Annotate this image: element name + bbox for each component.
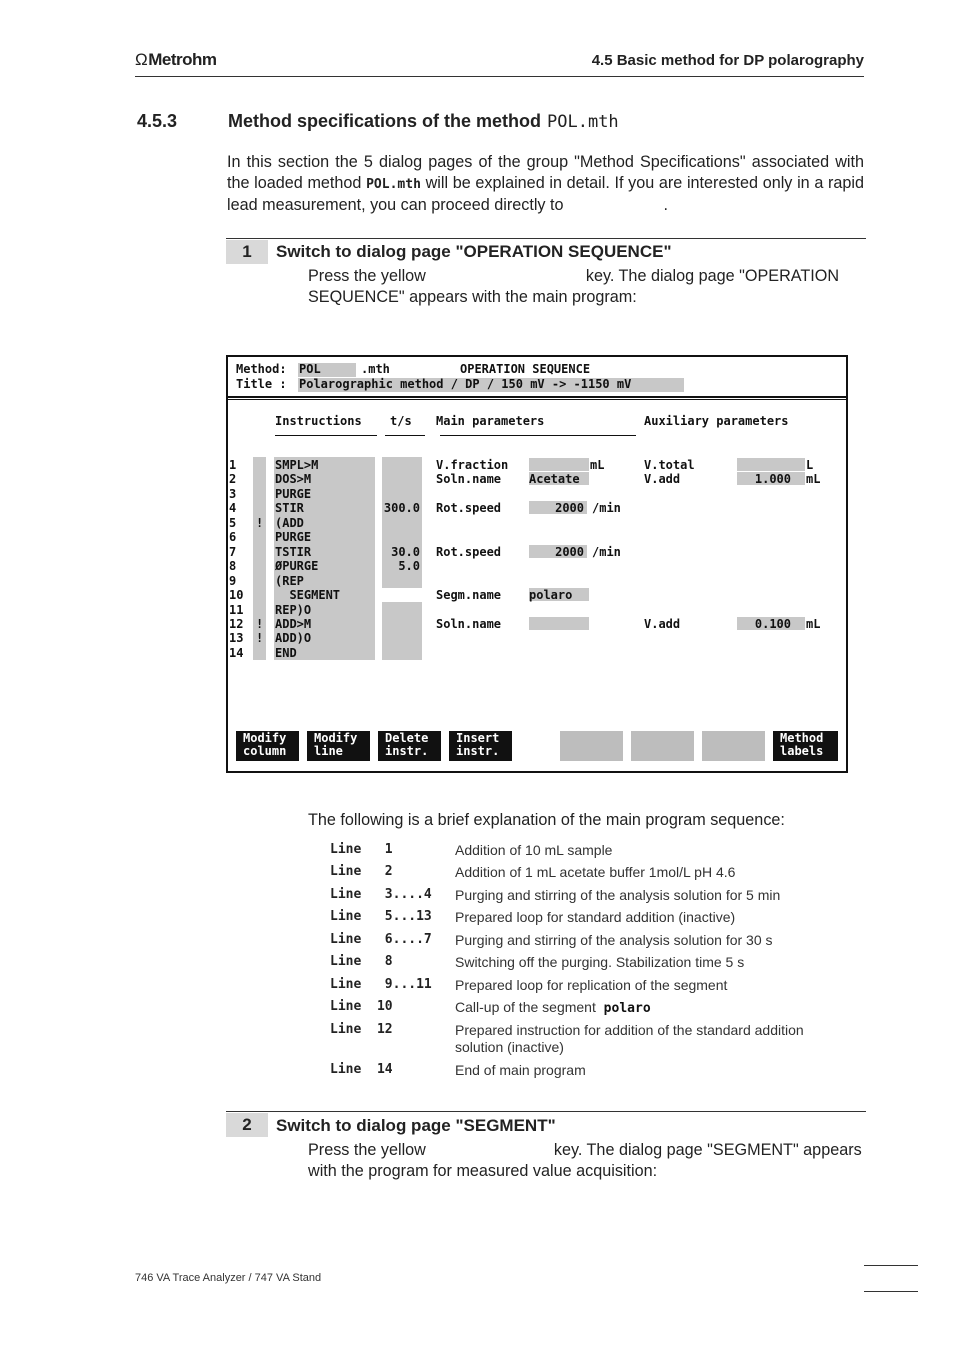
row-number: 7 [229, 544, 237, 559]
step2-rule [226, 1111, 866, 1112]
row-number: 13 [229, 631, 244, 646]
instruction[interactable]: (ADD [275, 515, 304, 530]
aux-param-unit: mL [806, 616, 821, 631]
segment-code: polaro [595, 1001, 651, 1016]
intro-paragraph [227, 152, 864, 216]
aux-param-name: V.add [644, 616, 681, 631]
ts-value[interactable]: 30.0 [391, 544, 420, 559]
logo-text: Metrohm [148, 50, 217, 69]
row-number: 5 [229, 515, 237, 530]
explanation-line-ref: Line 14 [330, 1062, 393, 1077]
main-param-name: Rot.speed [436, 544, 502, 559]
aux-param-field[interactable] [737, 458, 805, 471]
explanation-description: Switching off the purging. Stabilization time 5 s [455, 954, 745, 970]
col-main-underline [440, 435, 636, 436]
col-ts: t/s [390, 414, 412, 428]
explanation-description: Prepared loop for replication of the segment [455, 977, 728, 993]
instruction[interactable]: PURGE [275, 530, 312, 545]
explanation-description: Addition of 1 mL acetate buffer 1mol/L pH 4.6 [455, 864, 736, 880]
screen-divider [228, 396, 846, 398]
step1-text [308, 266, 864, 308]
explanation-line-ref: Line 12 [330, 1022, 393, 1037]
main-param-name: Rot.speed [436, 501, 502, 516]
step1-number: 1 [226, 240, 268, 264]
step1-text-b: key. The dialog page "OPERATION SEQUENCE" appears with the main program: [308, 267, 840, 306]
explanation-line-ref: Line 6....7 [330, 932, 432, 947]
instruction[interactable]: ADD)O [275, 631, 312, 646]
main-param-name: Segm.name [436, 588, 502, 603]
modify-line-button[interactable]: Modify line [307, 731, 370, 761]
explanation-line-ref: Line 2 [330, 864, 393, 879]
delete-instr-button[interactable]: Delete instr. [378, 731, 441, 761]
col-instructions: Instructions [275, 414, 362, 428]
instruction[interactable]: ADD>M [275, 616, 312, 631]
main-param-value[interactable]: Acetate [529, 472, 580, 487]
intro-code: POL.mth [366, 176, 421, 192]
instruction[interactable]: DOS>M [275, 472, 312, 487]
main-param-unit: mL [590, 458, 605, 472]
method-ext: .mth [361, 362, 390, 376]
row-number: 8 [229, 559, 237, 574]
explanation-lead: The following is a brief explanation of the main program sequence: [308, 811, 785, 829]
metrohm-logo [135, 50, 217, 70]
step2-text [308, 1140, 864, 1182]
method-value[interactable]: POL [299, 362, 321, 376]
main-param-value[interactable]: 2000 [555, 544, 584, 559]
intro-part3: . [663, 196, 669, 214]
empty-fkey-2[interactable] [631, 731, 694, 761]
instruction[interactable]: SEGMENT [275, 588, 341, 603]
row-number: 11 [229, 602, 244, 617]
method-labels-button[interactable]: Method labels [773, 731, 838, 761]
row-number: 2 [229, 472, 237, 487]
running-header: 4.5 Basic method for DP polarography [591, 52, 864, 69]
aux-param-value[interactable]: 1.000 [754, 472, 791, 487]
explanation-line-ref: Line 9...11 [330, 977, 432, 992]
step2-text-a: Press the yellow [308, 1141, 426, 1159]
explanation-description: Purging and stirring of the analysis solution for 5 min [455, 887, 781, 903]
title-value[interactable]: Polarographic method / DP / 150 mV -> -1150 mV [299, 377, 632, 391]
explanation-line-ref: Line 8 [330, 954, 393, 969]
row-number: 12 [229, 616, 244, 631]
instruction[interactable]: PURGE [275, 486, 312, 501]
col-instructions-underline [275, 435, 377, 436]
insert-instr-button[interactable]: Insert instr. [449, 731, 512, 761]
aux-param-value[interactable]: 0.100 [754, 616, 791, 631]
row-number: 3 [229, 486, 237, 501]
ts-value[interactable]: 5.0 [398, 559, 420, 574]
aux-param-unit: mL [806, 472, 821, 487]
instruction[interactable]: SMPL>M [275, 458, 319, 472]
main-param-unit: /min [592, 544, 621, 559]
main-param-name: Soln.name [436, 472, 502, 487]
row-number: 4 [229, 501, 237, 516]
title-label: Title : [236, 377, 287, 391]
col-ts-underline [385, 435, 425, 436]
section-title [228, 111, 619, 132]
explanation-line-ref: Line 5...13 [330, 909, 432, 924]
col-auxiliary-parameters: Auxiliary parameters [644, 414, 789, 428]
instruction[interactable]: ØPURGE [275, 559, 319, 574]
ts-column-gap [382, 588, 422, 602]
main-param-unit: /min [592, 501, 621, 516]
row-number: 9 [229, 573, 237, 588]
section-title-text: Method specifications of the method [228, 111, 542, 131]
intro-part2: will be explained in detail. If you are interested only in a rapid lead measurement, you can proceed directly to [227, 173, 864, 214]
col-main-parameters: Main parameters [436, 414, 545, 428]
method-label: Method: [236, 362, 287, 376]
instruction[interactable]: TSTIR [275, 544, 312, 559]
footer-text: 746 VA Trace Analyzer / 747 VA Stand [135, 1272, 322, 1284]
explanation-description: Prepared loop for standard addition (inactive) [455, 909, 736, 925]
aux-param-name: V.total [644, 458, 695, 472]
step2-number: 2 [226, 1113, 268, 1137]
step1-title: Switch to dialog page "OPERATION SEQUENCE" [276, 242, 672, 261]
section-title-code: POL.mth [547, 112, 619, 132]
step1-text-a: Press the yellow [308, 267, 426, 285]
empty-fkey-3[interactable] [702, 731, 765, 761]
main-param-value[interactable]: 2000 [555, 501, 584, 516]
intro-part1: In this section the 5 dialog pages of the group "Method Specifications" associated with the loaded method [227, 153, 864, 192]
instruction[interactable]: STIR [275, 501, 304, 516]
explanation-description: Call-up of the segment polaro [455, 999, 651, 1016]
step1-rule [226, 238, 866, 239]
row-number: 10 [229, 588, 244, 603]
empty-fkey-1[interactable] [560, 731, 623, 761]
explanation-line-ref: Line 1 [330, 842, 393, 857]
explanation-line-ref: Line 3....4 [330, 887, 432, 902]
main-param-value[interactable]: polaro [529, 588, 573, 603]
inactive-flag: ! [256, 616, 264, 631]
step2-title: Switch to dialog page "SEGMENT" [276, 1116, 556, 1135]
header-rule [135, 76, 864, 77]
main-param-name: Soln.name [436, 616, 502, 631]
screen-page-title: OPERATION SEQUENCE [460, 362, 591, 376]
main-param-field[interactable] [529, 617, 589, 630]
row-number: 14 [229, 645, 244, 660]
explanation-description: Purging and stirring of the analysis solution for 30 s [455, 932, 773, 948]
explanation-line-ref: Line 10 [330, 999, 393, 1014]
modify-column-button[interactable]: Modify column [236, 731, 299, 761]
inactive-flag: ! [256, 515, 264, 530]
ts-value[interactable]: 300.0 [383, 501, 420, 516]
explanation-description: Addition of 10 mL sample [455, 842, 613, 858]
aux-param-name: V.add [644, 472, 681, 487]
operation-sequence-screen [226, 355, 848, 773]
instruction[interactable]: END [275, 645, 297, 660]
instruction[interactable]: (REP [275, 573, 304, 588]
main-param-name: V.fraction [436, 458, 509, 472]
inactive-flag: ! [256, 631, 264, 646]
row-number: 6 [229, 530, 237, 545]
explanation-description: End of main program [455, 1062, 586, 1078]
metrohm-omega-icon: Ω [135, 50, 148, 69]
main-param-field[interactable] [529, 458, 589, 471]
explanation-description: Prepared instruction for addition of the standard addition solution (inactive) [455, 1022, 804, 1055]
screen-divider-2 [228, 399, 846, 400]
footer-rule-bottom [864, 1291, 918, 1292]
row-number: 1 [229, 458, 237, 472]
aux-param-unit: L [806, 458, 814, 472]
step2-text-b: key. The dialog page "SEGMENT" appears with the program for measured value acquisition: [308, 1141, 862, 1180]
instruction[interactable]: REP)O [275, 602, 312, 617]
section-number: 4.5.3 [137, 111, 178, 131]
footer-rule-top [864, 1265, 918, 1266]
